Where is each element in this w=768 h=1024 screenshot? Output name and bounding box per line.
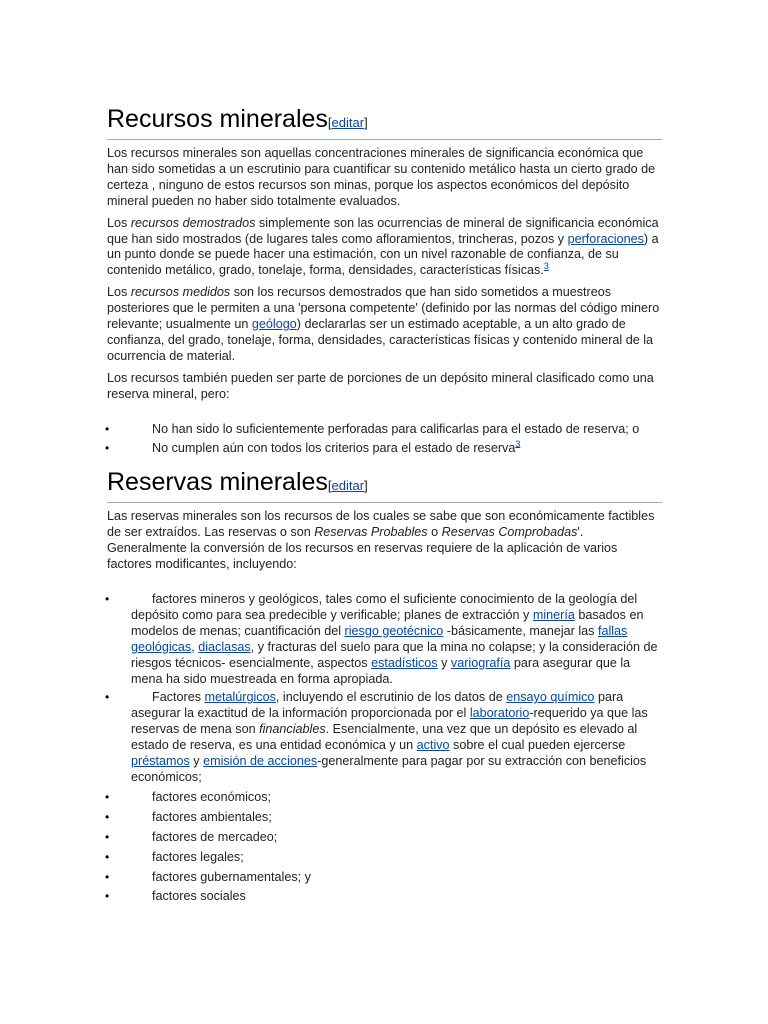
bullet-list: [107, 592, 662, 905]
link-fallas-geologicas[interactable]: fallas geológicas: [131, 623, 628, 654]
bullet-icon: •: [105, 809, 110, 824]
list-item: • factores sociales: [105, 889, 246, 904]
bullet-icon: •: [105, 829, 110, 844]
list-item: • No han sido lo suficientemente perforadas para calificarlas para el estado de reserva; o: [105, 421, 640, 436]
article-body: [107, 0, 662, 905]
link-estadisticos[interactable]: estadísticos: [371, 655, 438, 670]
link-ensayo-quimico[interactable]: ensayo químico: [506, 690, 595, 705]
bullet-icon: •: [105, 592, 110, 607]
bullet-icon: •: [105, 789, 110, 804]
link-diaclasas[interactable]: diaclasas: [198, 639, 251, 654]
paragraph: Los recursos demostrados simplemente son las ocurrencias de mineral de significancia económica que han sido mostrados (de lugares tales como afloramientos, trincheras, pozos y perforaciones) a un punto donde se puede hacer una estimación, con un nivel razonable de confianza, de su contenido metálico, grado, tonelaje, forma, densidades, características físicas.$^3$: [107, 215, 659, 278]
list-item: • factores gubernamentales; y: [105, 869, 311, 884]
heading-text: Recursos minerales: [107, 105, 328, 133]
list-item: • factores de mercadeo;: [105, 829, 278, 844]
bullet-icon: •: [105, 889, 110, 904]
bullet-icon: •: [105, 869, 110, 884]
bullet-icon: •: [105, 421, 110, 436]
edit-section-link[interactable]: [editar]: [327, 478, 368, 494]
paragraph: Los recursos también pueden ser parte de porciones de un depósito mineral clasificado como una reserva mineral, pero:: [107, 370, 654, 401]
paragraph: Las reservas minerales son los recursos de los cuales se sabe que son económicamente factibles de ser extraídos. Las reservas o son Reservas Probables o Reservas Comprobadas'. Generalmente la conversión de los recursos en reservas requiere de la aplicación de varios factores modificantes, incluyendo:: [107, 509, 655, 572]
list-item: • factores ambientales;: [105, 809, 272, 824]
link-laboratorio[interactable]: laboratorio: [469, 706, 530, 721]
edit-link[interactable]: editar: [331, 478, 365, 494]
edit-link[interactable]: editar: [331, 115, 365, 130]
link-emision-de-acciones[interactable]: emisión de acciones: [203, 754, 318, 769]
link-activo[interactable]: activo: [416, 738, 450, 753]
paragraph: Los recursos medidos son los recursos demostrados que han sido sometidos a muestreos posteriores que le permiten a una 'persona competente' (definido por las normas del código minero relevante; usualmente un geólogo) declararlas ser un estimado aceptable, a un alto grado de confianza, del grado, tonelaje, forma, densidades, características físicas y contenido mineral de la ocurrencia de material.: [107, 285, 660, 363]
bullet-icon: •: [105, 690, 110, 705]
section-heading-recursos: [107, 104, 662, 140]
reference-link[interactable]: 3: [543, 261, 549, 272]
list-item: • No cumplen aún con todos los criterios para el estado de reserva$^3$: [105, 438, 521, 455]
link-geologo[interactable]: geólogo: [251, 317, 297, 332]
section-heading-reservas: [107, 467, 662, 503]
link-riesgo-geotecnico[interactable]: riesgo geotécnico: [344, 623, 444, 638]
list-item: • factores legales;: [105, 849, 244, 864]
bullet-icon: •: [105, 440, 110, 455]
link-mineria[interactable]: minería: [532, 607, 575, 622]
paragraph: Los recursos minerales son aquellas concentraciones minerales de significancia económica que han sido sometidas a un escrutinio para cuantificar su contenido metálico hasta un cierto grado de certeza , ninguno de estos recursos son minas, porque los aspectos económicos del depósito mineral pueden no haber sido totalmente evaluados.: [107, 146, 656, 208]
link-prestamos[interactable]: préstamos: [131, 754, 190, 769]
heading-text: Reservas minerales: [107, 468, 328, 497]
reference-link[interactable]: 3: [515, 438, 521, 449]
list-item: • factores económicos;: [105, 789, 271, 804]
list-item: • Factores metalúrgicos, incluyendo el escrutinio de los datos de ensayo químico para asegurar la exactitud de la información proporcionada por el laboratorio-requerido ya que las reservas de mena son financiables. Esencialmente, una vez que un depósito es elevado al estado de reserva, es una entidad económica y un activo sobre el cual pueden ejercerse préstamos y emisión de acciones-generalmente para pagar por su extracción con beneficios económicos;: [105, 690, 648, 784]
link-variografia[interactable]: variografía: [450, 655, 511, 670]
bullet-list: [107, 422, 662, 457]
link-perforaciones[interactable]: perforaciones: [567, 231, 644, 246]
list-item: • factores mineros y geológicos, tales como el suficiente conocimiento de la geología del depósito como para sea predecible y verificable; planes de extracción y minería basados en modelos de menas; cuantificación del riesgo geotécnico -básicamente, manejar las fallas geológicas, diaclasas, y fracturas del suelo para que la mina no colapse; y la consideración de riesgos técnicos- esencialmente, aspectos estadísticos y variografía para asegurar que la mena ha sido muestreada en forma apropiada.: [105, 592, 658, 686]
edit-section-link[interactable]: [editar]: [327, 115, 368, 130]
link-metalurgicos[interactable]: metalúrgicos: [204, 690, 276, 705]
bullet-icon: •: [105, 849, 110, 864]
